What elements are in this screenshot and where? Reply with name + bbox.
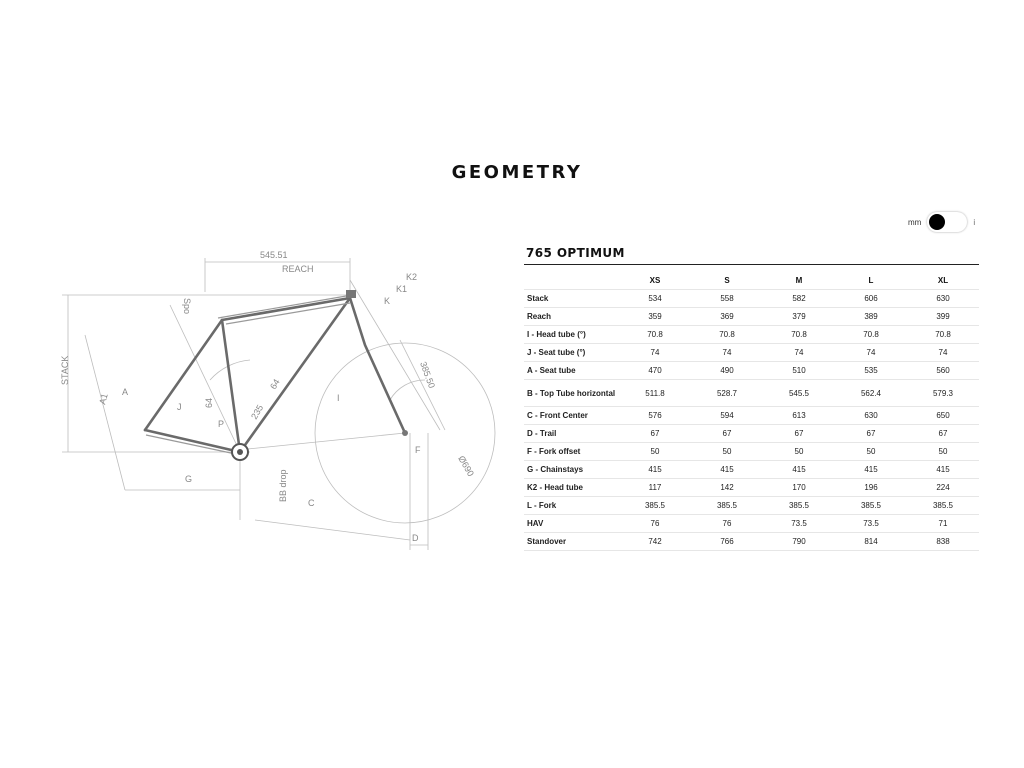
size-header: XL bbox=[907, 272, 979, 290]
cell-value: 511.8 bbox=[619, 380, 691, 407]
row-label: C - Front Center bbox=[524, 407, 619, 425]
wheel-diameter-label: Ø690 bbox=[456, 454, 476, 479]
row-label: D - Trail bbox=[524, 425, 619, 443]
unit-label-inch: i bbox=[973, 217, 976, 227]
unit-toggle-knob bbox=[929, 214, 945, 230]
cell-value: 576 bbox=[619, 407, 691, 425]
k-label: K bbox=[384, 296, 391, 306]
cell-value: 415 bbox=[907, 461, 979, 479]
size-header: L bbox=[835, 272, 907, 290]
cell-value: 385.5 bbox=[691, 497, 763, 515]
cell-value: 545.5 bbox=[763, 380, 835, 407]
unit-label-mm: mm bbox=[908, 217, 922, 227]
cell-value: 74 bbox=[835, 344, 907, 362]
cell-value: 76 bbox=[691, 515, 763, 533]
top-tube-dimension: 545.51 bbox=[260, 250, 288, 260]
cell-value: 560 bbox=[907, 362, 979, 380]
c-label: C bbox=[308, 498, 315, 508]
cell-value: 562.4 bbox=[835, 380, 907, 407]
cell-value: 630 bbox=[907, 290, 979, 308]
cell-value: 415 bbox=[835, 461, 907, 479]
dim-64-b: 64 bbox=[268, 377, 282, 391]
cell-value: 650 bbox=[907, 407, 979, 425]
cell-value: 70.8 bbox=[763, 326, 835, 344]
size-header: S bbox=[691, 272, 763, 290]
p-label: P bbox=[218, 419, 225, 429]
cell-value: 70.8 bbox=[835, 326, 907, 344]
cell-value: 170 bbox=[763, 479, 835, 497]
cell-value: 490 bbox=[691, 362, 763, 380]
table-row bbox=[524, 290, 979, 308]
cell-value: 73.5 bbox=[763, 515, 835, 533]
cell-value: 385.5 bbox=[835, 497, 907, 515]
cell-value: 74 bbox=[907, 344, 979, 362]
cell-value: 594 bbox=[691, 407, 763, 425]
cell-value: 528.7 bbox=[691, 380, 763, 407]
table-row bbox=[524, 308, 979, 326]
cell-value: 379 bbox=[763, 308, 835, 326]
row-label: Stack bbox=[524, 290, 619, 308]
row-label: A - Seat tube bbox=[524, 362, 619, 380]
table-row bbox=[524, 344, 979, 362]
table-header-row bbox=[524, 272, 979, 290]
dim-64-a: 64 bbox=[204, 397, 214, 408]
k2-label: K2 bbox=[406, 272, 418, 282]
seat-stay bbox=[145, 320, 225, 430]
row-label: K2 - Head tube bbox=[524, 479, 619, 497]
cell-value: 742 bbox=[619, 533, 691, 551]
stack-label: STACK bbox=[60, 355, 70, 385]
cell-value: 224 bbox=[907, 479, 979, 497]
table-row bbox=[524, 479, 979, 497]
down-tube bbox=[240, 298, 350, 452]
cell-value: 385.5 bbox=[763, 497, 835, 515]
chain-stay bbox=[145, 430, 240, 452]
cell-value: 196 bbox=[835, 479, 907, 497]
cell-value: 71 bbox=[907, 515, 979, 533]
a-label: A bbox=[122, 387, 129, 397]
cell-value: 389 bbox=[835, 308, 907, 326]
cell-value: 74 bbox=[763, 344, 835, 362]
fork-head-tube bbox=[350, 298, 405, 433]
cell-value: 70.8 bbox=[907, 326, 979, 344]
cell-value: 613 bbox=[763, 407, 835, 425]
row-label: I - Head tube (°) bbox=[524, 326, 619, 344]
row-label: HAV bbox=[524, 515, 619, 533]
f-label: F bbox=[415, 445, 421, 455]
cell-value: 74 bbox=[691, 344, 763, 362]
row-label: G - Chainstays bbox=[524, 461, 619, 479]
cell-value: 359 bbox=[619, 308, 691, 326]
cell-value: 117 bbox=[619, 479, 691, 497]
cell-value: 399 bbox=[907, 308, 979, 326]
cell-value: 76 bbox=[619, 515, 691, 533]
row-label: Reach bbox=[524, 308, 619, 326]
cell-value: 470 bbox=[619, 362, 691, 380]
cell-value: 535 bbox=[835, 362, 907, 380]
k1-label: K1 bbox=[396, 284, 408, 294]
cell-value: 558 bbox=[691, 290, 763, 308]
cell-value: 67 bbox=[619, 425, 691, 443]
reach-label: REACH bbox=[282, 264, 314, 274]
table-header-corner bbox=[524, 272, 619, 290]
cell-value: 50 bbox=[763, 443, 835, 461]
cell-value: 582 bbox=[763, 290, 835, 308]
cell-value: 67 bbox=[907, 425, 979, 443]
cell-value: 510 bbox=[763, 362, 835, 380]
cell-value: 630 bbox=[835, 407, 907, 425]
table-row bbox=[524, 461, 979, 479]
cell-value: 67 bbox=[763, 425, 835, 443]
fork-length-label: 385.50 bbox=[418, 360, 437, 390]
row-label: J - Seat tube (°) bbox=[524, 344, 619, 362]
unit-toggle-switch[interactable] bbox=[927, 212, 967, 232]
geometry-table bbox=[524, 272, 979, 551]
d-label: D bbox=[412, 533, 419, 543]
cell-value: 74 bbox=[619, 344, 691, 362]
cell-value: 838 bbox=[907, 533, 979, 551]
top-tube bbox=[222, 298, 350, 320]
table-row bbox=[524, 380, 979, 407]
g-label: G bbox=[185, 474, 193, 484]
cell-value: 50 bbox=[691, 443, 763, 461]
model-divider bbox=[524, 264, 979, 265]
cell-value: 606 bbox=[835, 290, 907, 308]
cell-value: 50 bbox=[619, 443, 691, 461]
table-row bbox=[524, 515, 979, 533]
frame-geometry-diagram bbox=[50, 240, 510, 560]
dim-235: 235 bbox=[249, 402, 266, 421]
table-row bbox=[524, 443, 979, 461]
bb-drop-label: BB drop bbox=[278, 469, 288, 502]
cell-value: 579.3 bbox=[907, 380, 979, 407]
size-header: XS bbox=[619, 272, 691, 290]
cell-value: 67 bbox=[691, 425, 763, 443]
j-label: J bbox=[177, 402, 182, 412]
cell-value: 790 bbox=[763, 533, 835, 551]
cell-value: 67 bbox=[835, 425, 907, 443]
row-label: F - Fork offset bbox=[524, 443, 619, 461]
table-row bbox=[524, 425, 979, 443]
model-name: 765 OPTIMUM bbox=[526, 246, 625, 260]
cell-value: 415 bbox=[763, 461, 835, 479]
row-label: B - Top Tube horizontal bbox=[524, 380, 619, 407]
cell-value: 385.5 bbox=[907, 497, 979, 515]
cell-value: 814 bbox=[835, 533, 907, 551]
i-label: I bbox=[337, 393, 340, 403]
a1-label: A1 bbox=[97, 392, 110, 406]
size-header: M bbox=[763, 272, 835, 290]
cell-value: 142 bbox=[691, 479, 763, 497]
cell-value: 50 bbox=[907, 443, 979, 461]
page-title: GEOMETRY bbox=[451, 162, 583, 183]
cell-value: 50 bbox=[835, 443, 907, 461]
table-row bbox=[524, 407, 979, 425]
cell-value: 534 bbox=[619, 290, 691, 308]
cell-value: 369 bbox=[691, 308, 763, 326]
cell-value: 70.8 bbox=[691, 326, 763, 344]
cell-value: 385.5 bbox=[619, 497, 691, 515]
cell-value: 415 bbox=[691, 461, 763, 479]
cell-value: 73.5 bbox=[835, 515, 907, 533]
table-row bbox=[524, 533, 979, 551]
row-label: L - Fork bbox=[524, 497, 619, 515]
unit-toggle[interactable] bbox=[908, 210, 975, 234]
table-row bbox=[524, 497, 979, 515]
table-row bbox=[524, 326, 979, 344]
cell-value: 766 bbox=[691, 533, 763, 551]
table-row bbox=[524, 362, 979, 380]
cell-value: 415 bbox=[619, 461, 691, 479]
spo-label: Spo bbox=[182, 298, 192, 315]
cell-value: 70.8 bbox=[619, 326, 691, 344]
row-label: Standover bbox=[524, 533, 619, 551]
